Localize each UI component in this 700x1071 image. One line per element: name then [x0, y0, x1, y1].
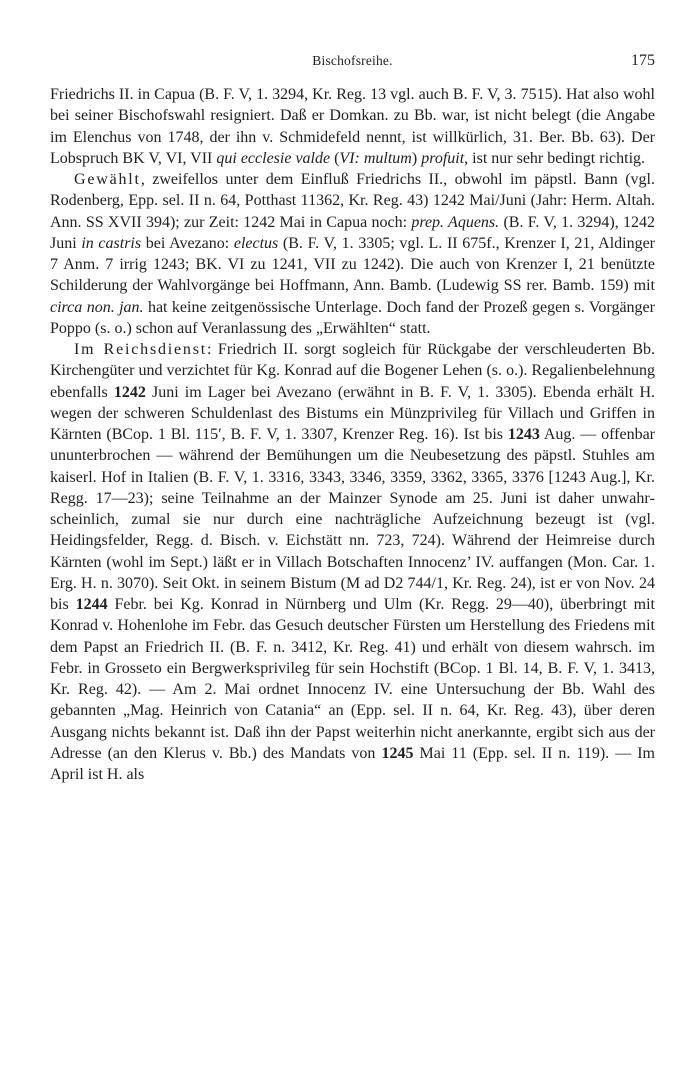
bold-run: 1242	[113, 383, 146, 401]
text-run: Febr. bei Kg. Konrad in Nürnberg und Ulm (Kr. Regg. 29—40), überbringt mit Konrad v. Hohenlohe im Febr. das Gesuch deutscher Fürsten um Herstellung des Friedens mit dem Papst an Friedrich II. (B. F. n. 3412, Kr. Reg. 41) und erhält von diesem wahrsch. im Febr. in Grosseto ein Bergwerksprivileg für sein Hochstift (BCop. 1 Bl. 14, B. F. V, 1. 3413, Kr. Reg. 42). — Am 2. Mai ordnet Innocenz IV. eine Untersuchung der Bb. Wahl des gebannten „Mag. Heinrich von Catania“ an (Epp. sel. II n. 64, Kr. Reg. 43), über deren Ausgang nichts bekannt ist. Daß ihn der Papst weiterhin nicht anerkannte, ergibt sich aus der Adresse (an den Klerus v. Bb.) des Mandats von	[50, 596, 655, 762]
bold-run: 1244	[75, 596, 108, 613]
text-run: bei Avezano:	[141, 234, 234, 252]
book-page	[50, 50, 655, 785]
bold-run: 1245	[381, 744, 414, 762]
running-title: Bischofsreihe.	[312, 53, 393, 68]
text-run: Mai 11 (Epp. sel. II n. 119). — Im April ist H. als	[50, 744, 656, 783]
body-text	[50, 84, 655, 785]
text-run: : Friedrich II. sorgt sogleich für Rückgabe der verschleuderten Bb. Kirchengüter und verzichtet für Kg. Konrad auf die Bogener Lehen (s. o.). Regalienbelehnung ebenfalls	[50, 341, 656, 401]
spaced-run: Gewählt	[74, 171, 141, 188]
text-run: hat keine zeitgenössische Unterlage. Doch fand der Prozeß gegen s. Vorgänger Poppo (s. o.) schon auf Veranlassung des „Erwählten“ statt.	[50, 298, 655, 337]
italic-run: profuit	[421, 149, 465, 167]
text-run: Juni im Lager bei Avezano (erwähnt in B. F. V, 1. 3305). Ebenda erhält H. wegen der schweren Schuldenlast des Bistums ein Münzprivileg für Villach und Griffen in Kärnten (BCop. 1 Bl. 115′, B. F. V, 1. 3307, Krenzer Reg. 16). Ist bis	[50, 383, 656, 443]
text-run: , zweifellos unter dem Einfluß Friedrichs II., obwohl im päpstl. Bann (vgl. Rodenberg, Epp. sel. II n. 64, Potthast 11362, Kr. Reg. 43) 1242 Mai/Juni (Jahr: Herm. Altah. Ann. SS XVII 394); zur Zeit: 1242 Mai in Capua noch:	[50, 171, 655, 231]
text-run: )	[411, 149, 422, 167]
spaced-run: Im Reichsdienst	[74, 341, 208, 358]
italic-run: multum	[363, 149, 412, 167]
text-run: , ist nur sehr bedingt richtig.	[464, 149, 646, 167]
italic-run: electus	[233, 234, 279, 252]
text-run: (B. F. V, 1. 3305; vgl. L. II 675f., Krenzer I, 21, Aldinger 7 Anm. 7 irrig 1243; BK. VI zu 1241, VII zu 1242). Die auch von Krenzer I, 21 benützte Schilderung der Wahlvorgänge bei Hoffmann, Ann. Bamb. (Ludewig SS rer. Bamb. 159) mit	[50, 234, 656, 295]
text-run: Aug. — offenbar ununterbrochen — während der Bemühungen um die Neubesetzung des päpstl. Stuhles am kaiserl. Hof in Italien (B. F. V, 1. 3316, 3343, 3346, 3359, 3362, 3365, 3376 [1243 Aug.], Kr. Regg. 17—23); seine Teilnahme an der Mainzer Synode am 25. Juni ist daher unwahrscheinlich, zumal sie nur durch eine nachträgliche Aufzeichnung bezeugt ist (vgl. Heidingsfelder, Regg. d. Bisch. v. Eichstätt nn. 723, 724). Während der Heimreise durch Kärnten (wohl im Sept.) läßt er in Villach Botschaften Innocenz’ IV. auffangen (Mon. Car. 1. Erg. H. n. 3070). Seit Okt. in seinem Bistum (M ad D2 744/1, Kr. Reg. 24), ist er von Nov. 24 bis	[50, 426, 655, 613]
text-run: (B. F. V, 1. 3294), 1242 Juni	[50, 213, 656, 252]
bold-run: 1243	[507, 426, 540, 443]
text-run: Friedrichs II. in Capua (B. F. V, 1. 3294, Kr. Reg. 13 vgl. auch B. F. V, 3. 7515). Hat also wohl bei seiner Bischofswahl resigniert. Daß er Domkan. zu Bb. war, ist nicht belegt (die Angabe im Elenchus von 1748, der ihn v. Schmidefeld nennt, ist willkürlich, 31. Ber. Bb. 63). Der Lobspruch BK V, VI, VII	[50, 86, 655, 167]
italic-run: qui ecclesie valde	[216, 149, 331, 167]
italic-run: in castris	[81, 234, 142, 252]
text-run: (	[330, 149, 340, 167]
italic-run: prep. Aquens.	[411, 213, 500, 231]
paragraph	[50, 169, 655, 339]
italic-run: circa non. jan.	[50, 298, 144, 316]
page-number: 175	[631, 52, 655, 69]
page-header	[50, 50, 655, 74]
paragraph	[50, 339, 655, 785]
paragraph	[50, 84, 655, 169]
italic-run: VI:	[339, 149, 364, 167]
